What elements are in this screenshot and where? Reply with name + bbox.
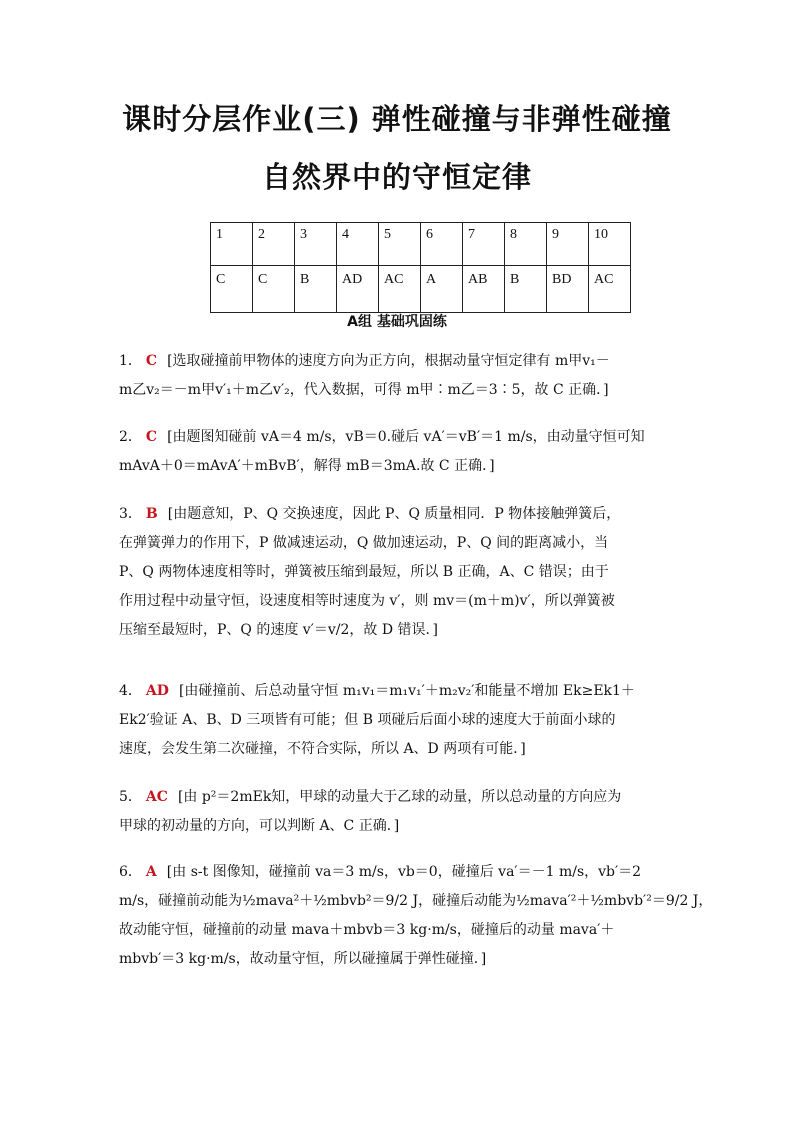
item-text-line: [由 s-t 图像知，碰撞前 va＝3 m/s，vb＝0，碰撞后 va′＝－1 m/s，vb′＝2 [166, 864, 642, 880]
item-text-line: 压缩至最短时，P、Q 的速度 v′＝v/2，故 D 错误．] [119, 622, 439, 638]
item-answer: C [145, 353, 158, 369]
answer-cell: B [505, 266, 547, 313]
item-text-line: 速度，会发生第二次碰撞，不符合实际，所以 A、D 两项有可能．] [119, 741, 526, 757]
item-text-line: 在弹簧弹力的作用下，P 做减速运动，Q 做加速运动，P、Q 间的距离减小，当 [119, 535, 609, 551]
item-number: 5． [119, 789, 142, 805]
item-text-line: m乙v₂＝－m甲v′₁＋m乙v′₂，代入数据，可得 m甲∶m乙＝3∶5，故 C 正确．] [119, 382, 609, 398]
item-answer: AC [145, 789, 168, 805]
item-text-line: mbvb′＝3 kg·m/s，故动量守恒，所以碰撞属于弹性碰撞．] [119, 951, 487, 967]
answer-cell: C [253, 266, 295, 313]
question-number-cell: 9 [547, 223, 589, 266]
item-text-line: mAvA＋0＝mAvA′＋mBvB′，解得 mB＝3mA.故 C 正确．] [119, 458, 495, 474]
solution-item-5 [119, 783, 679, 841]
item-text-line: [选取碰撞前甲物体的速度方向为正方向，根据动量守恒定律有 m甲v₁－ [167, 353, 610, 369]
question-number-cell: 5 [379, 223, 421, 266]
question-number-cell: 4 [337, 223, 379, 266]
answer-cell: C [211, 266, 253, 313]
answer-cell: A [421, 266, 463, 313]
item-text-line: [由题图知碰前 vA＝4 m/s，vB＝0.碰后 vA′＝vB′＝1 m/s，由动量守恒可知 [167, 429, 645, 445]
solution-item-1 [119, 347, 679, 405]
answer-cell: BD [547, 266, 589, 313]
question-number-cell: 10 [589, 223, 631, 266]
question-number-cell: 8 [505, 223, 547, 266]
item-number: 2． [119, 429, 142, 445]
question-number-cell: 3 [295, 223, 337, 266]
answer-cell: AB [463, 266, 505, 313]
item-text-line: 甲球的初动量的方向，可以判断 A、C 正确．] [119, 818, 400, 834]
solution-item-4 [119, 677, 679, 764]
answer-table-number-row [211, 223, 631, 266]
item-text-line: [由 p²＝2mEk知，甲球的动量大于乙球的动量，所以总动量的方向应为 [177, 789, 622, 805]
question-number-cell: 7 [463, 223, 505, 266]
page-title-line-2: 自然界中的守恒定律 [261, 160, 532, 194]
item-number: 1． [119, 353, 142, 369]
item-answer: C [145, 429, 158, 445]
solution-item-6 [119, 858, 713, 974]
item-answer: A [145, 864, 157, 880]
item-number: 4． [119, 683, 142, 699]
question-number-cell: 1 [211, 223, 253, 266]
item-number: 3． [119, 506, 142, 522]
answer-cell: AD [337, 266, 379, 313]
solution-item-3 [119, 500, 679, 645]
item-text-line: 作用过程中动量守恒，设速度相等时速度为 v′，则 mv＝(m＋m)v′，所以弹簧被 [119, 593, 615, 609]
item-answer: AD [145, 683, 169, 699]
page-title-line-1: 课时分层作业(三) 弹性碰撞与非弹性碰撞 [122, 102, 672, 136]
answer-table [210, 222, 631, 313]
item-text-line: Ek2′验证 A、B、D 三项皆有可能；但 B 项碰后后面小球的速度大于前面小球的 [119, 712, 616, 728]
solution-item-2 [119, 423, 679, 481]
item-number: 6． [119, 864, 142, 880]
item-text-line: P、Q 两物体速度相等时，弹簧被压缩到最短，所以 B 正确，A、C 错误；由于 [119, 564, 609, 580]
item-text-line: [由碰撞前、后总动量守恒 m₁v₁＝m₁v₁′＋m₂v₂′和能量不增加 Ek≥Ek1＋ [178, 683, 635, 699]
answer-table-answer-row [211, 266, 631, 313]
answer-cell: AC [379, 266, 421, 313]
question-number-cell: 2 [253, 223, 295, 266]
question-number-cell: 6 [421, 223, 463, 266]
answer-cell: B [295, 266, 337, 313]
group-heading: A组 基础巩固练 [347, 314, 447, 330]
item-text-line: [由题意知，P、Q 交换速度，因此 P、Q 质量相同．P 物体接触弹簧后， [167, 506, 621, 522]
item-text-line: 故动能守恒，碰撞前的动量 mava＋mbvb＝3 kg·m/s，碰撞后的动量 mava′＋ [119, 922, 615, 938]
item-text-line: m/s，碰撞前动能为½mava²＋½mbvb²＝9/2 J，碰撞后动能为½mava′²＋½mbvb′²＝9/2 J， [119, 893, 713, 909]
answer-cell: AC [589, 266, 631, 313]
item-answer: B [145, 506, 158, 522]
